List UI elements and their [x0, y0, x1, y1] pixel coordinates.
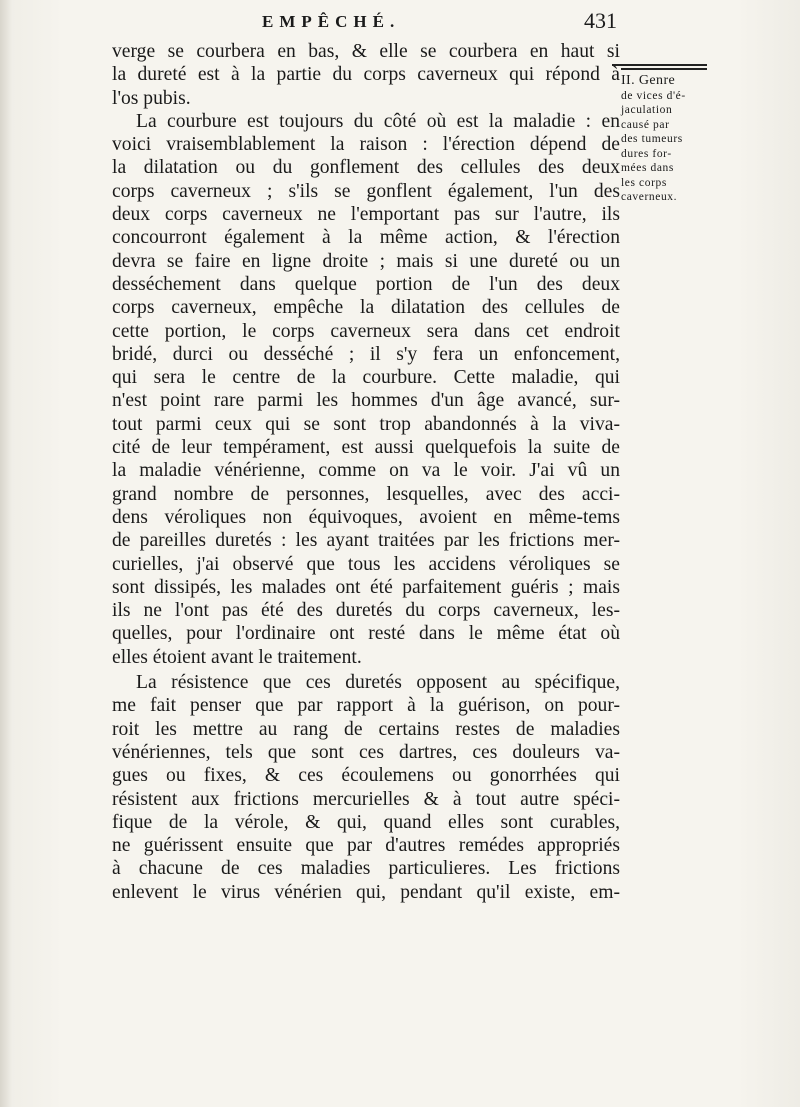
paragraph-2 — [112, 110, 620, 669]
text-line: cité de leur tempérament, est aussi quelquefois la suite de — [112, 437, 620, 459]
text-line: tout parmi ceux qui se sont trop abandonnés à la viva- — [112, 413, 620, 435]
text-line: résistent aux frictions mercurielles & à tout autre spéci- — [112, 788, 620, 810]
body-text — [112, 40, 620, 904]
text-line: corps caverneux ; s'ils se gonflent également, l'un des — [112, 180, 620, 202]
paragraph-3 — [112, 671, 620, 904]
margin-rule — [612, 64, 707, 66]
margin-note-line: dures for- — [621, 147, 672, 160]
text-line: voici vraisemblablement la raison : l'érection dépend de — [112, 134, 620, 156]
text-line: curielles, j'ai observé que tous les accidens véroliques se — [112, 553, 620, 575]
margin-note — [621, 68, 707, 205]
text-line: cette portion, le corps caverneux sera dans cet endroit — [112, 320, 620, 342]
margin-note-line: causé par — [621, 118, 670, 131]
text-line: dens véroliques non équivoques, avoient en même-tems — [112, 506, 620, 528]
text-line: la maladie vénérienne, comme on va le voir. J'ai vû un — [112, 460, 620, 482]
text-line: ils ne l'ont pas été des duretés du corps caverneux, les- — [112, 600, 620, 622]
text-line: ne guérissent ensuite que par d'autres remédes appropriés — [112, 835, 620, 857]
margin-note-line: II. Genre — [621, 73, 676, 88]
text-line: devra se faire en ligne droite ; mais si une dureté ou un — [112, 250, 620, 272]
text-line: corps caverneux, empêche la dilatation des cellules de — [112, 297, 620, 319]
text-line: vénériennes, tels que sont ces dartres, ces douleurs va- — [112, 741, 620, 763]
text-line: de pareilles duretés : les ayant traitées par les frictions mer- — [112, 530, 620, 552]
text-line: sont dissipés, les malades ont été parfaitement guéris ; mais — [112, 576, 620, 598]
margin-note-line: de vices d'é- — [621, 89, 686, 102]
page-edge-shadow — [0, 0, 12, 1107]
text-line: l'os pubis. — [112, 87, 191, 109]
running-head: EMPÊCHÉ. — [262, 12, 401, 31]
text-line: roit les mettre au rang de certains restes de maladies — [112, 718, 620, 740]
text-line: bridé, durci ou desséché ; il s'y fera un enfoncement, — [112, 343, 620, 365]
margin-note-line: des tumeurs — [621, 133, 683, 145]
text-line: verge se courbera en bas, & elle se courbera en haut si — [112, 41, 620, 62]
text-line: deux corps caverneux ne l'emportant pas sur l'autre, ils — [112, 204, 620, 226]
text-line: à chacune de ces maladies particulieres. Les frictions — [112, 858, 620, 880]
text-line: elles étoient avant le traitement. — [112, 646, 362, 668]
margin-note-line: caverneux. — [621, 191, 678, 203]
paragraph-1 — [112, 40, 620, 110]
margin-note-line: jaculation — [621, 104, 673, 116]
text-line: la dilatation ou du gonflement des cellules des deux — [112, 157, 620, 179]
text-line: La courbure est toujours du côté où est la maladie : en — [136, 110, 620, 132]
text-line: gues ou fixes, & ces écoulemens ou gonorrhées qui — [112, 765, 620, 787]
text-line: concourront également à la même action, & l'érection — [112, 227, 620, 249]
text-line: me fait penser que par rapport à la guérison, on pour- — [112, 695, 620, 717]
page-header — [112, 8, 617, 36]
text-line: La résistence que ces duretés opposent au spécifique, — [136, 672, 620, 694]
text-line: enlevent le virus vénérien qui, pendant qu'il existe, em- — [112, 881, 620, 903]
text-line: fique de la vérole, & qui, quand elles sont curables, — [112, 811, 620, 833]
text-line: desséchement dans quelque portion de l'un des deux — [112, 273, 620, 295]
margin-note-line: les corps — [621, 176, 667, 189]
text-line: quelles, pour l'ordinaire ont resté dans le même état où — [112, 623, 620, 645]
margin-note-line: mées dans — [621, 162, 674, 174]
text-line: n'est point rare parmi les hommes d'un âge avancé, sur- — [112, 390, 620, 412]
text-line: qui sera le centre de la courbure. Cette maladie, qui — [112, 367, 620, 389]
text-line: grand nombre de personnes, lesquelles, avec des acci- — [112, 483, 620, 505]
page-number: 431 — [584, 8, 617, 33]
text-line: la dureté est à la partie du corps caverneux qui répond à — [112, 64, 620, 86]
